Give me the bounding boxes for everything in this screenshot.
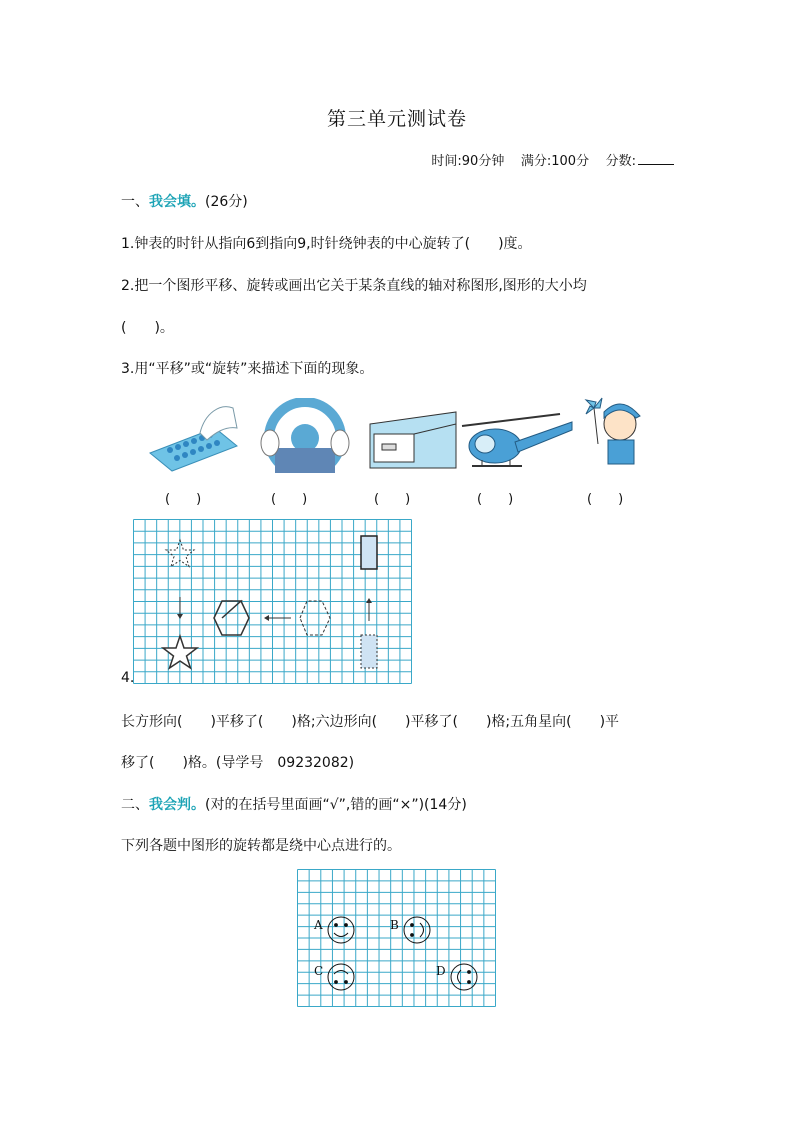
face-label-a: A (314, 918, 323, 932)
q3-paren-1[interactable]: ( ) (165, 492, 202, 507)
steering-wheel-picture (255, 398, 355, 473)
score-label: 分数: (605, 154, 636, 169)
face-c-icon (328, 964, 354, 990)
abacus-picture (145, 398, 240, 473)
section-2-intro: 下列各题中图形的旋转都是绕中心点进行的。 (121, 838, 401, 854)
section-2-points: (对的在括号里面画“√”,错的画“×”)(14分) (205, 797, 467, 813)
q3-paren-4[interactable]: ( ) (477, 492, 514, 507)
score-blank (638, 164, 674, 165)
full-score-label: 满分:100分 (520, 154, 590, 169)
face-label-b: B (390, 918, 399, 932)
arrow-left-icon (264, 615, 269, 621)
solid-hexagon-shape (214, 601, 249, 635)
arrow-up-icon (366, 598, 372, 603)
translation-grid (133, 519, 413, 685)
section-2-heading (121, 794, 467, 814)
arrow-down-icon (177, 614, 183, 619)
grid-lines (298, 870, 496, 1007)
question-3: 3.用“平移”或“旋转”来描述下面的现象。 (121, 361, 374, 377)
exam-meta (431, 150, 674, 169)
section-1-heading (121, 191, 248, 211)
face-label-c: C (314, 964, 324, 978)
q3-paren-2[interactable]: ( ) (271, 492, 308, 507)
section-2-name: 我会判。 (149, 797, 205, 813)
section-1-prefix: 一、 (121, 194, 149, 210)
dashed-hexagon-shape (300, 601, 330, 635)
boy-with-pinwheel-picture (580, 394, 650, 474)
question-2-line2: ( )。 (121, 320, 174, 336)
helicopter-picture (460, 404, 580, 474)
question-4-line1: 长方形向( )平移了( )格;六边形向( )平移了( )格;五角星向( )平 (121, 714, 620, 730)
section-2-prefix: 二、 (121, 797, 149, 813)
question-4-line2: 移了( )格。(导学号 09232082) (121, 755, 355, 771)
solid-rectangle-shape (361, 536, 377, 569)
face-label-d: D (436, 964, 446, 978)
question-1: 1.钟表的时针从指向6到指向9,时针绕钟表的中心旋转了( )度。 (121, 236, 532, 252)
dashed-rectangle-shape (361, 635, 377, 668)
q3-paren-5[interactable]: ( ) (587, 492, 624, 507)
drawer-picture (366, 410, 461, 472)
face-a-icon (328, 917, 354, 943)
time-label: 时间:90分钟 (431, 154, 505, 169)
q3-paren-3[interactable]: ( ) (374, 492, 411, 507)
section-1-name: 我会填。 (149, 194, 205, 210)
question-2-line1: 2.把一个图形平移、旋转或画出它关于某条直线的轴对称图形,图形的大小均 (121, 278, 587, 294)
section-1-points: (26分) (205, 194, 248, 210)
question-4-number: 4. (121, 670, 135, 686)
page-title: 第三单元测试卷 (326, 108, 467, 130)
face-d-icon (451, 964, 477, 990)
faces-grid (297, 869, 497, 1008)
